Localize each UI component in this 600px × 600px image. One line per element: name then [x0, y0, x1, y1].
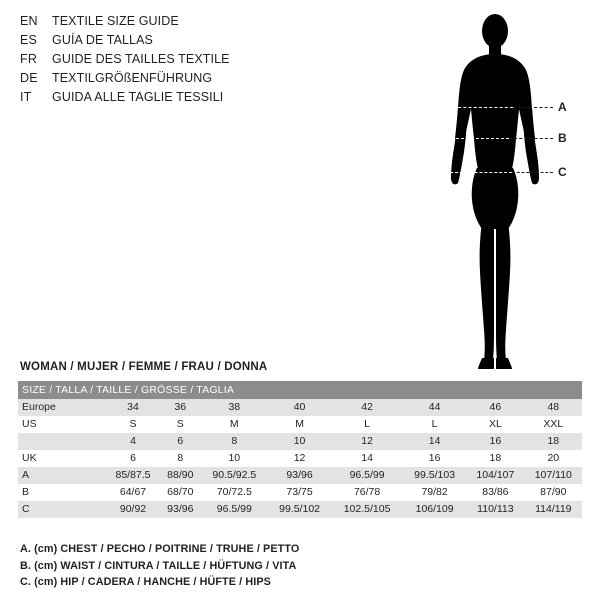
row-label: UK: [18, 450, 106, 467]
table-cell: 12: [268, 450, 331, 467]
language-code-it: IT: [20, 90, 32, 104]
table-cell: 8: [160, 450, 201, 467]
table-cell: 88/90: [160, 467, 201, 484]
table-cell: 14: [331, 450, 403, 467]
table-cell: 36: [160, 399, 201, 416]
figure-diagram: [400, 8, 590, 373]
table-cell: 20: [525, 450, 582, 467]
table-cell: 38: [201, 399, 269, 416]
measure-line-c-outer: [512, 172, 553, 173]
table-cell: 76/78: [331, 484, 403, 501]
table-cell: L: [331, 416, 403, 433]
language-code-fr: FR: [20, 52, 38, 66]
measure-line-c-inner: [450, 172, 512, 173]
table-cell: XXL: [525, 416, 582, 433]
table-cell: 10: [201, 450, 269, 467]
measure-label-a: A: [558, 100, 567, 114]
table-cell: 104/107: [466, 467, 525, 484]
table-cell: 96.5/99: [331, 467, 403, 484]
language-header: [20, 14, 320, 109]
table-cell: 34: [106, 399, 160, 416]
table-row: [18, 484, 582, 501]
measure-label-c: C: [558, 165, 567, 179]
language-row-en: [20, 14, 320, 33]
language-text-fr: GUIDE DES TAILLES TEXTILE: [52, 52, 230, 66]
table-cell: 99.5/102: [268, 501, 331, 518]
language-code-es: ES: [20, 33, 38, 47]
measure-label-b: B: [558, 131, 567, 145]
table-cell: 99.5/103: [403, 467, 466, 484]
table-cell: 8: [201, 433, 269, 450]
table-row: [18, 399, 582, 416]
footnotes: [20, 541, 580, 591]
table-cell: L: [403, 416, 466, 433]
table-cell: 87/90: [525, 484, 582, 501]
table-cell: 42: [331, 399, 403, 416]
table-cell: 16: [466, 433, 525, 450]
footnote-c: C. (cm) HIP / CADERA / HANCHE / HÜFTE / HIPS: [20, 576, 271, 588]
row-label: A: [18, 467, 106, 484]
row-label: US: [18, 416, 106, 433]
language-text-de: TEXTILGRÖßENFÜHRUNG: [52, 71, 213, 85]
table-cell: 10: [268, 433, 331, 450]
language-row-fr: [20, 52, 320, 71]
footnote-a: A. (cm) CHEST / PECHO / POITRINE / TRUHE / PETTO: [20, 543, 300, 555]
table-header-label: SIZE / TALLA / TAILLE / GRÖSSE / TAGLIA: [18, 381, 582, 399]
table-cell: 6: [106, 450, 160, 467]
table-cell: XL: [466, 416, 525, 433]
language-row-de: [20, 71, 320, 90]
measure-line-a-inner: [453, 107, 513, 108]
table-cell: 96.5/99: [201, 501, 269, 518]
female-silhouette-icon: [420, 8, 570, 373]
table-cell: 102.5/105: [331, 501, 403, 518]
language-text-it: GUIDA ALLE TAGLIE TESSILI: [52, 90, 224, 104]
table-row: [18, 467, 582, 484]
table-cell: M: [268, 416, 331, 433]
table-cell: 68/70: [160, 484, 201, 501]
table-cell: 18: [525, 433, 582, 450]
table-row: [18, 450, 582, 467]
table-cell: 46: [466, 399, 525, 416]
language-row-es: [20, 33, 320, 52]
measure-line-a-outer: [513, 107, 553, 108]
size-table: [18, 381, 582, 518]
table-cell: 79/82: [403, 484, 466, 501]
table-cell: 4: [106, 433, 160, 450]
table-cell: 44: [403, 399, 466, 416]
table-cell: 14: [403, 433, 466, 450]
section-caption: WOMAN / MUJER / FEMME / FRAU / DONNA: [20, 361, 268, 373]
table-cell: 16: [403, 450, 466, 467]
table-cell: 110/113: [466, 501, 525, 518]
language-code-de: DE: [20, 71, 38, 85]
row-label: B: [18, 484, 106, 501]
table-cell: 48: [525, 399, 582, 416]
table-cell: 83/86: [466, 484, 525, 501]
footnote-b: B. (cm) WAIST / CINTURA / TAILLE / HÜFTUNG / VITA: [20, 559, 297, 572]
table-cell: S: [106, 416, 160, 433]
row-label: C: [18, 501, 106, 518]
table-cell: 93/96: [268, 467, 331, 484]
table-cell: 93/96: [160, 501, 201, 518]
row-label: [18, 433, 106, 450]
table-cell: 70/72.5: [201, 484, 269, 501]
language-text-en: TEXTILE SIZE GUIDE: [52, 14, 179, 28]
table-cell: 18: [466, 450, 525, 467]
measure-line-b-outer: [509, 138, 553, 139]
table-cell: M: [201, 416, 269, 433]
table-row: [18, 433, 582, 450]
table-header-row: [18, 381, 582, 399]
table-cell: 90.5/92.5: [201, 467, 269, 484]
language-code-en: EN: [20, 14, 38, 28]
measure-line-b-inner: [451, 138, 509, 139]
table-cell: 107/110: [525, 467, 582, 484]
table-row: [18, 501, 582, 518]
language-row-it: [20, 90, 320, 109]
table-cell: 114/119: [525, 501, 582, 518]
table-cell: 85/87.5: [106, 467, 160, 484]
table-cell: 6: [160, 433, 201, 450]
row-label: Europe: [18, 399, 106, 416]
table-cell: 106/109: [403, 501, 466, 518]
table-cell: 40: [268, 399, 331, 416]
table-cell: 12: [331, 433, 403, 450]
table-cell: 64/67: [106, 484, 160, 501]
table-cell: 90/92: [106, 501, 160, 518]
language-text-es: GUÍA DE TALLAS: [52, 33, 153, 47]
table-cell: S: [160, 416, 201, 433]
table-row: [18, 416, 582, 433]
table-cell: 73/75: [268, 484, 331, 501]
